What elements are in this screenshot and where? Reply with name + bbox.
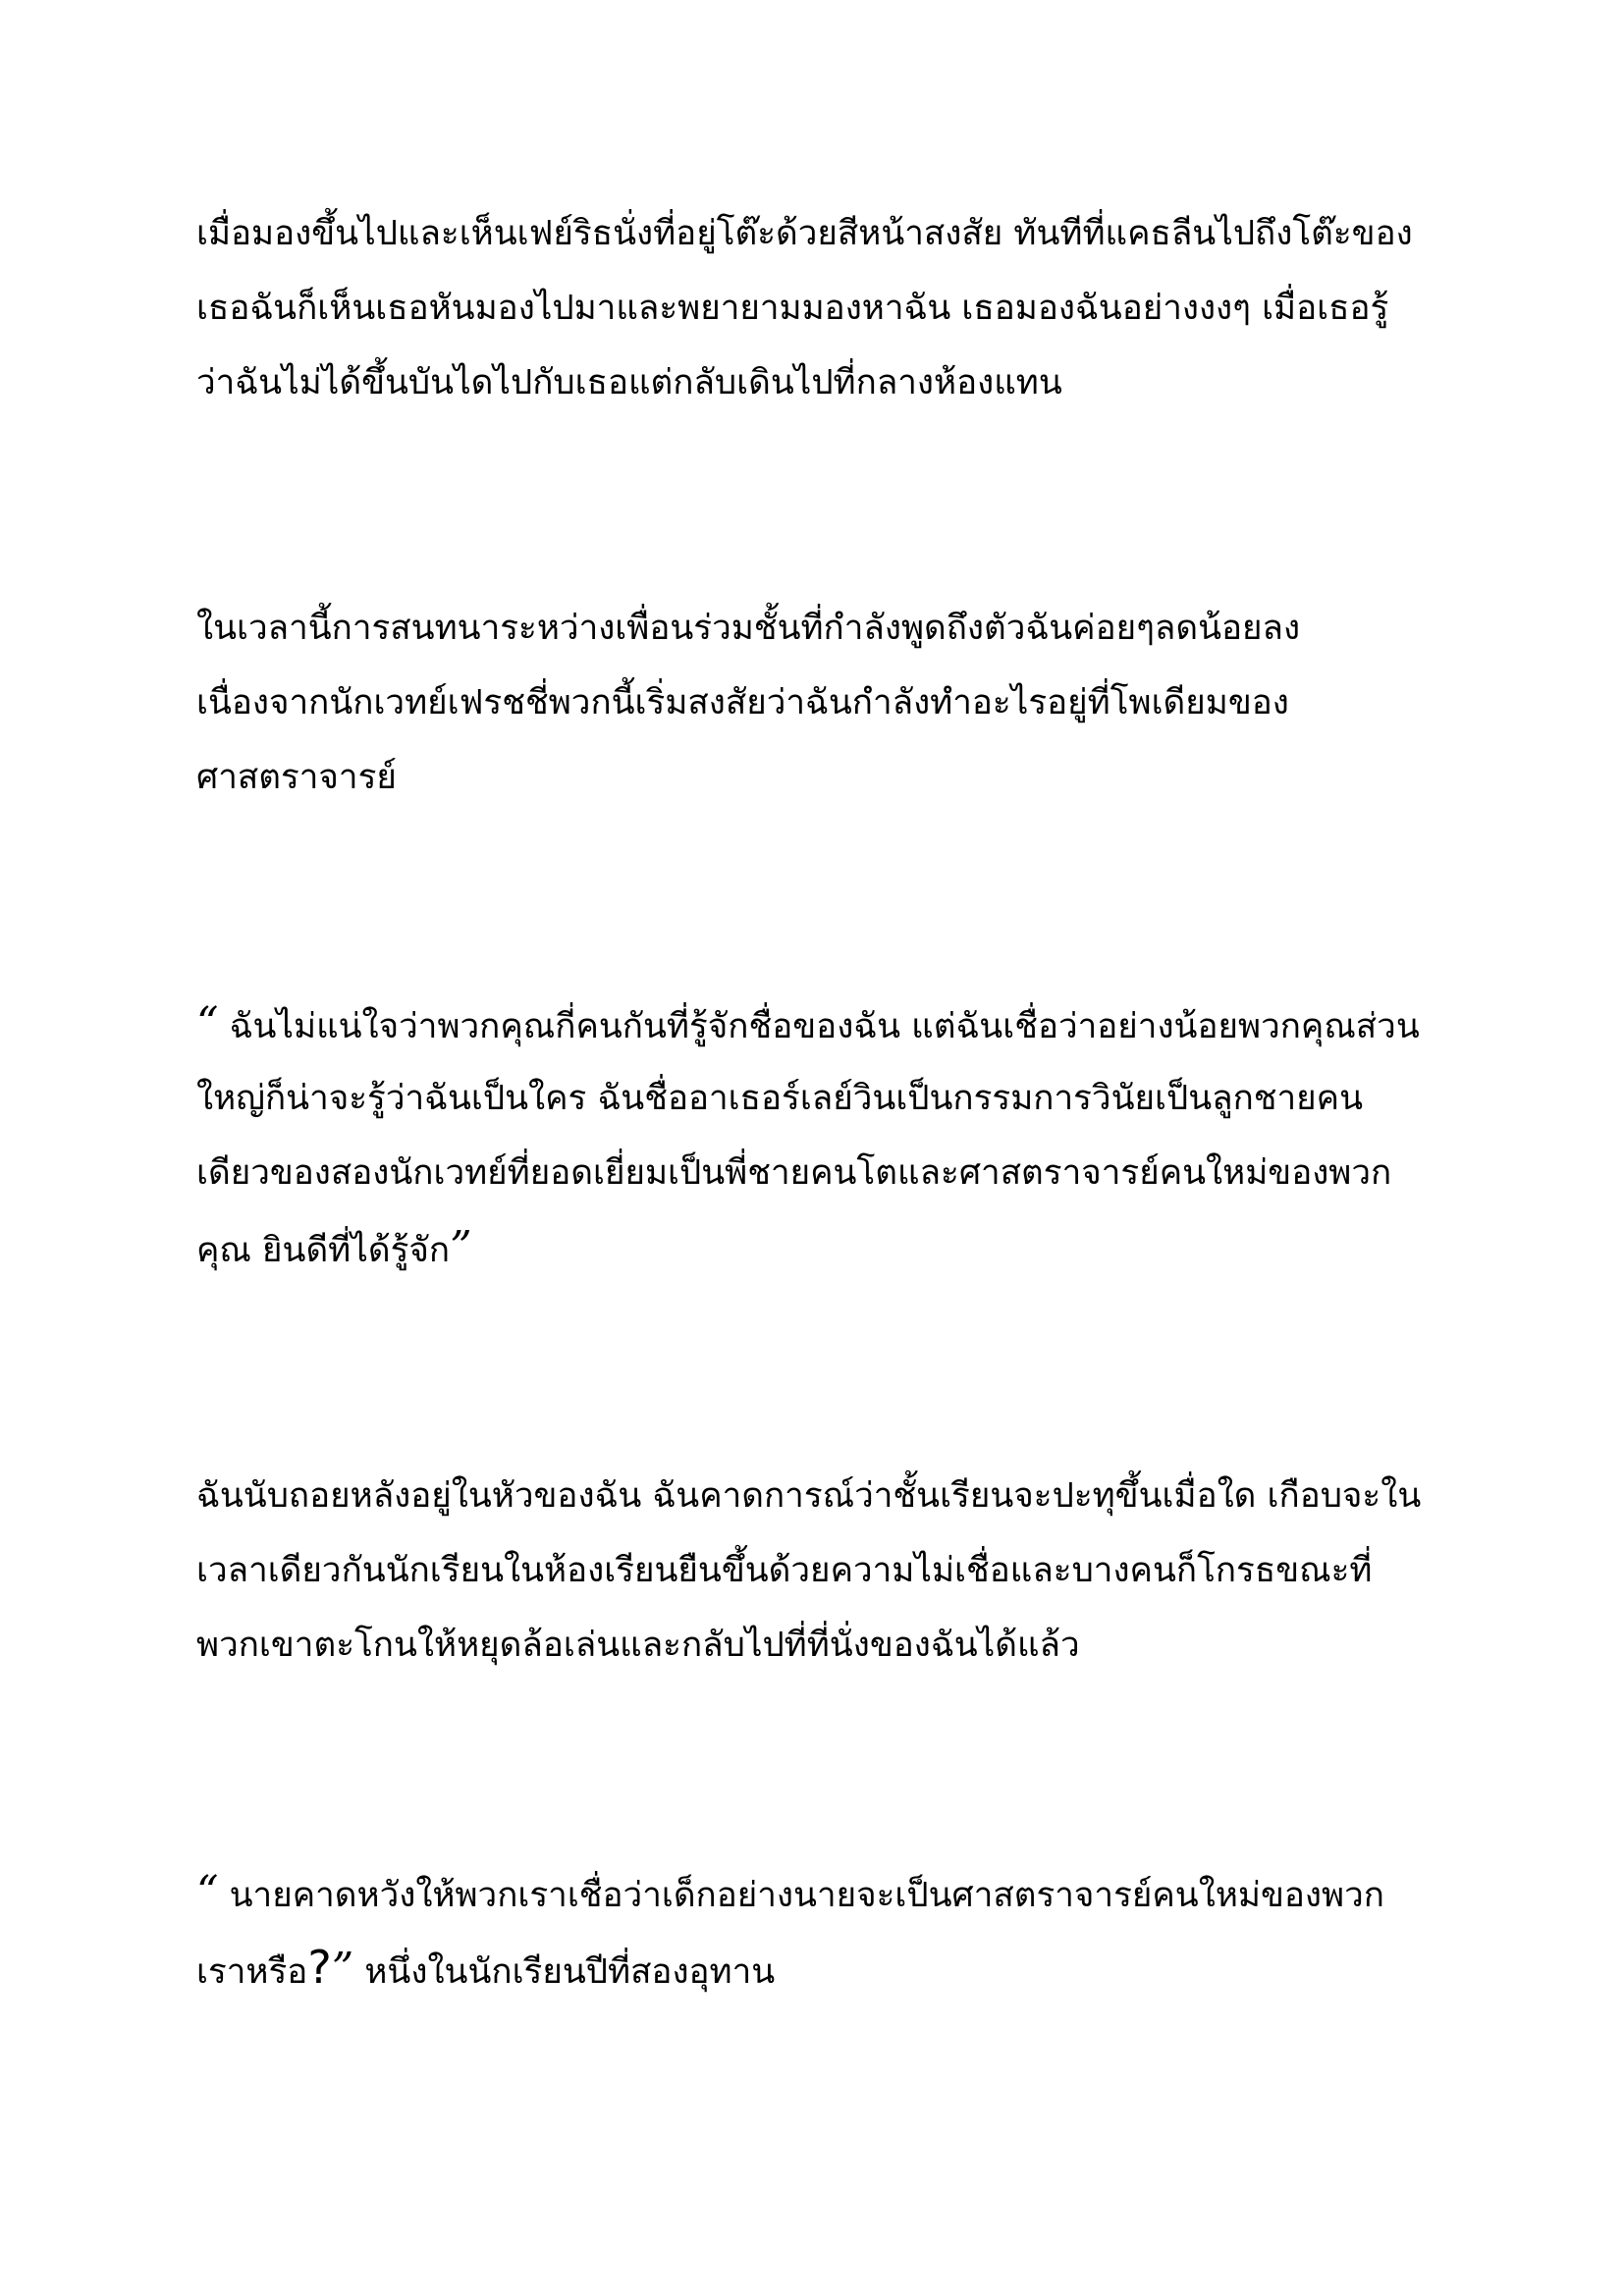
text-line: ฉันนับถอยหลังอยู่ในหัวของฉัน ฉันคาดการณ์ว่าชั้นเรียนจะปะทุขึ้นเมื่อใด เกือบจะใน: [196, 1476, 1422, 1516]
text-line: [196, 1930, 1463, 2004]
text-line: ใหญ่ก็น่าจะรู้ว่าฉันเป็นใคร ฉันชื่ออาเธอร์เลย์วินเป็นกรรมการวินัยเป็นลูกชายคน: [196, 1079, 1364, 1118]
close-quote-mark: ”: [331, 1944, 354, 1994]
paragraph-3-dialogue: [196, 987, 1463, 1285]
close-quote-mark: ”: [450, 1222, 472, 1272]
text-line: ศาสตราจารย์: [196, 758, 397, 797]
text-line: เนื่องจากนักเวทย์เฟรชชี่พวกนี้เริ่มสงสัยว่าฉันกำลังทำอะไรอยู่ที่โพเดียมของ: [196, 683, 1289, 722]
text-line: [196, 1210, 1463, 1285]
text-line: เวลาเดียวกันนักเรียนในห้องเรียนยืนขึ้นด้วยความไม่เชื่อและบางคนก็โกรธขณะที่: [196, 1551, 1373, 1590]
text-run: ฉันไม่แน่ใจว่าพวกคุณกี่คนกันที่รู้จักชื่อของฉัน แต่ฉันเชื่อว่าอย่างน้อยพวกคุณส่วน: [218, 1007, 1420, 1046]
open-quote-mark: “: [196, 998, 219, 1048]
paragraph-1: [196, 196, 1463, 420]
paragraph-5-dialogue: [196, 1855, 1463, 2004]
text-run: คุณ ยินดีที่ได้รู้จัก: [196, 1231, 451, 1270]
text-line: เธอฉันก็เห็นเธอหันมองไปมาและพยายามมองหาฉัน เธอมองฉันอย่างงงๆ เมื่อเธอรู้: [196, 289, 1389, 328]
text-line: ว่าฉันไม่ได้ขึ้นบันไดไปกับเธอแต่กลับเดินไปที่กลางห้องแทน: [196, 363, 1062, 402]
text-line: ในเวลานี้การสนทนาระหว่างเพื่อนร่วมชั้นที่กำลังพูดถึงตัวฉันค่อยๆลดน้อยลง: [196, 609, 1301, 648]
paragraph-4: [196, 1459, 1463, 1682]
text-line: [196, 987, 1463, 1061]
text-run: นายคาดหวังให้พวกเราเชื่อว่าเด็กอย่างนายจะเป็นศาสตราจารย์คนใหม่ของพวก: [218, 1876, 1384, 1915]
text-line: [196, 1855, 1463, 1930]
text-line: เดียวของสองนักเวทย์ที่ยอดเยี่ยมเป็นพี่ชายคนโตและศาสตราจารย์คนใหม่ของพวก: [196, 1153, 1392, 1193]
text-run: หนึ่งในนักเรียนปีที่สองอุทาน: [353, 1952, 776, 1992]
open-quote-mark: “: [196, 1867, 219, 1917]
question-mark: ?: [307, 1941, 332, 1994]
text-run: เราหรือ: [196, 1952, 308, 1992]
text-line: พวกเขาตะโกนให้หยุดล้อเล่นและกลับไปที่ที่นั่งของฉันได้แล้ว: [196, 1626, 1080, 1665]
paragraph-2: [196, 591, 1463, 815]
text-line: เมื่อมองขึ้นไปและเห็นเฟย์ริธนั่งที่อยู่โต๊ะด้วยสีหน้าสงสัย ทันทีที่แคธลีนไปถึงโต๊ะของ: [196, 214, 1413, 253]
